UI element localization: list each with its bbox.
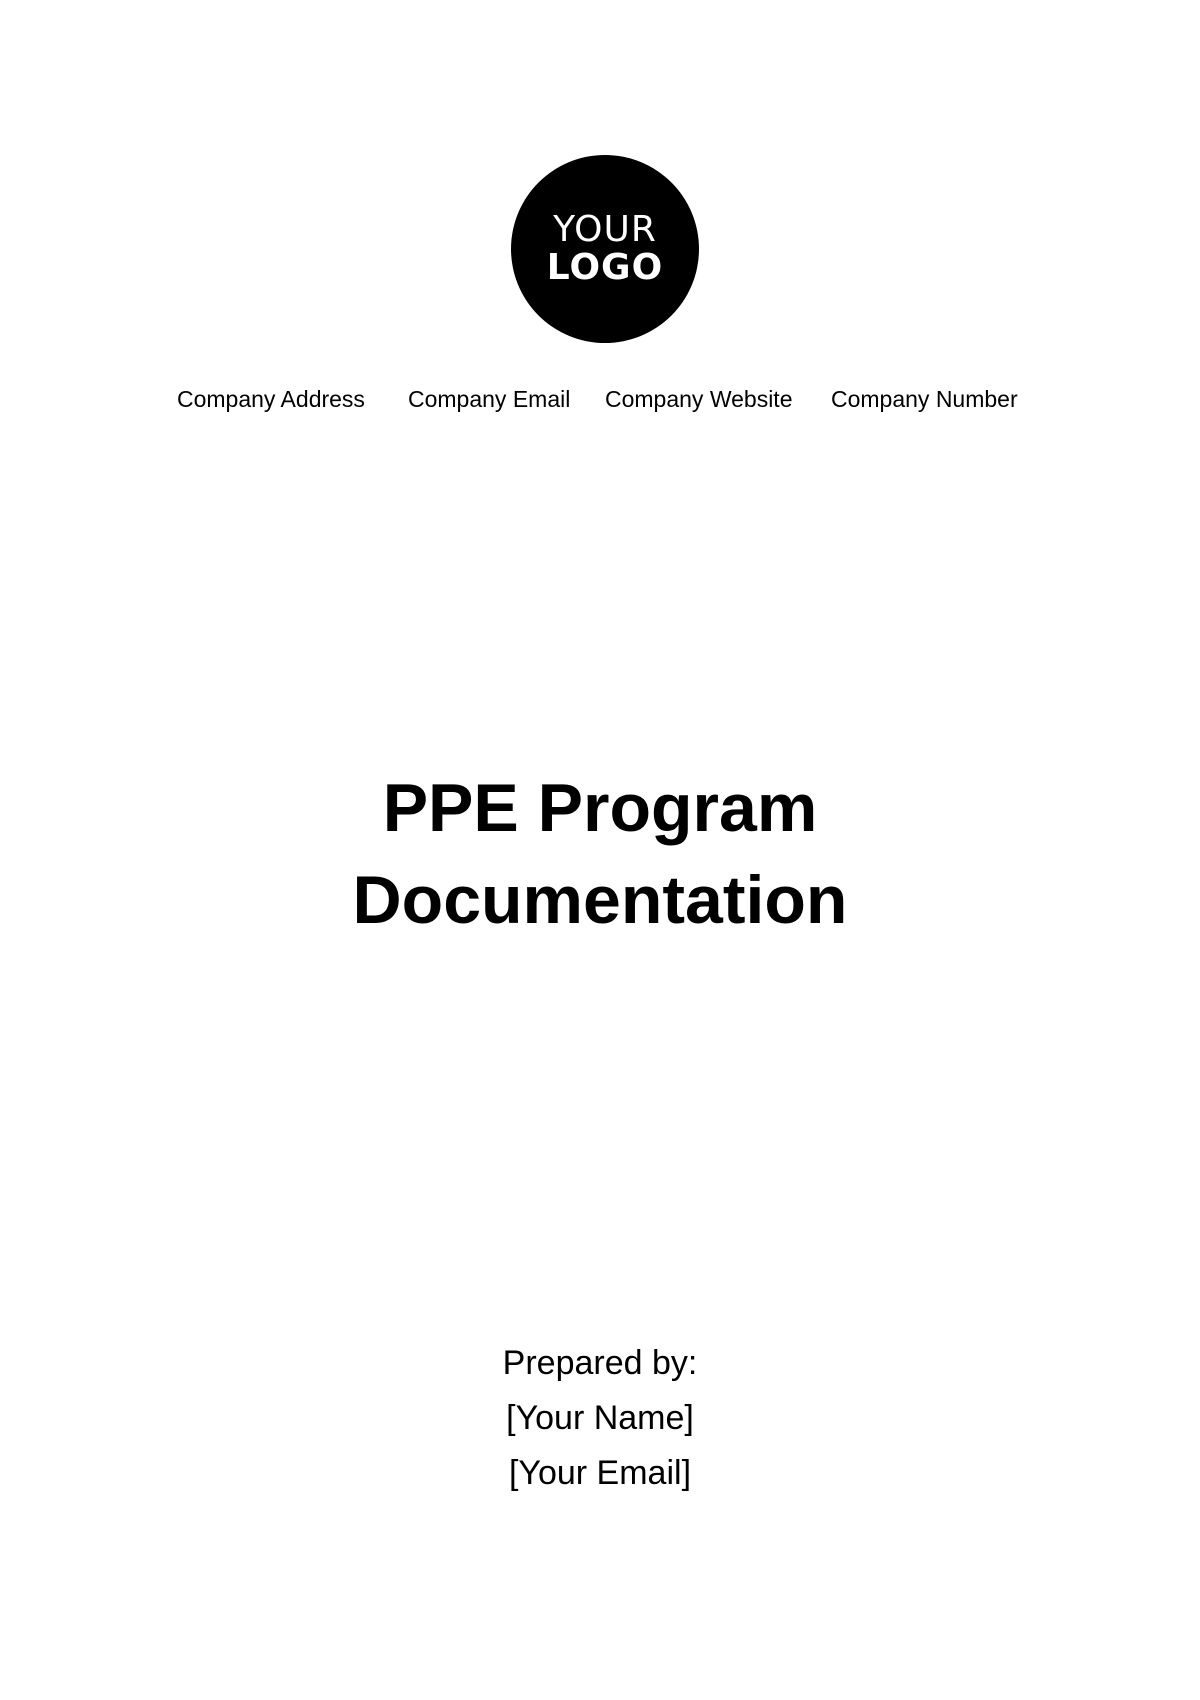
preparer-email: [Your Email] (508, 1454, 692, 1492)
company-email: Company Email (408, 386, 571, 412)
prepared-by-label: Prepared by: (502, 1344, 698, 1382)
logo-text-top: YOUR (553, 209, 657, 250)
company-website: Company Website (605, 386, 793, 412)
company-number: Company Number (831, 386, 1018, 412)
document-title-line-2: Documentation (352, 862, 848, 938)
preparer-name: [Your Name] (506, 1399, 694, 1437)
prepared-by-block (0, 1336, 1200, 1501)
logo-text-bottom: LOGO (546, 247, 664, 288)
company-address: Company Address (177, 386, 365, 412)
document-title (0, 762, 1200, 946)
document-title-line-1: PPE Program (382, 770, 818, 846)
company-contact-row (0, 386, 1200, 418)
company-logo (511, 155, 699, 343)
